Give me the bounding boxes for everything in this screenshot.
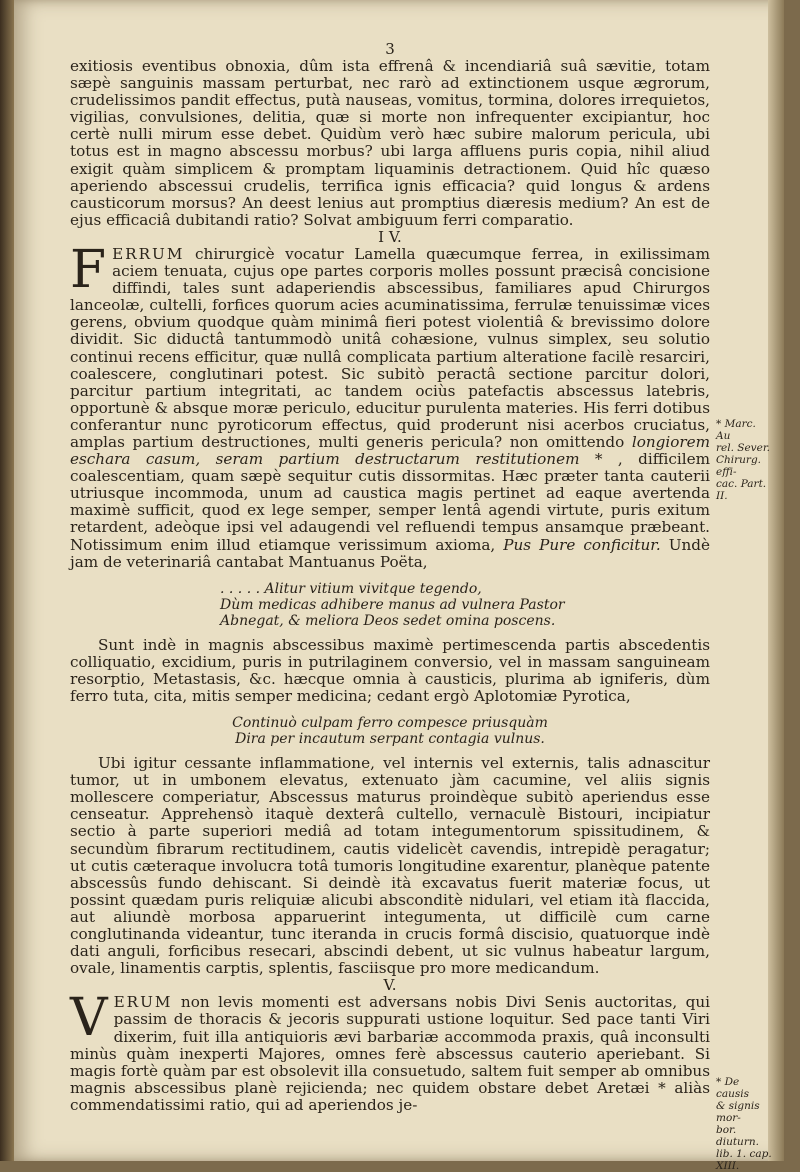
page-text-block bbox=[70, 42, 710, 1114]
verse-line: . . . . . Alitur vitium vivitque tegendo, bbox=[220, 580, 482, 597]
paragraph-2-axiom: Pus Pure conficitur. bbox=[503, 535, 661, 554]
margin-note-line: cac. Part. II. bbox=[716, 478, 767, 502]
paragraph-1: exitiosis eventibus obnoxia, dûm ista effrenâ & incendiariâ suâ sævitie, totam sæpè sanguinis massam perturbat, nec rarò ad extinctionem usque ægrorum, crudelissimos pandit effectus, putà nauseas, vomitus, tormina, dolores irrequietos, vigilias, convulsiones, delitia, quæ si morte non infrequenter excipiantur, hoc certè nulli mirum esse debet. Quidùm verò hæc subire malorum pericula, ubi totus est in magno abscessu morbus? ubi larga affluens puris copia, nihil aliud exigit quàm simplicem & promptam liquaminis detractionem. Quid hîc quæso aperiendo abscessui crudelis, terrifica ignis efficacia? quid longus & ardens causticorum morsus? An deest lenius aut promptius diæresis medium? An est de ejus efficaciâ dubitandi ratio? Solvat ambiguum ferri comparatio. bbox=[70, 57, 710, 229]
margin-note-line: * Marc. Au bbox=[716, 418, 756, 442]
paragraph-4: Ubi igitur cessante inflammatione, vel internis vel externis, talis adnascitur tumor, ut in umbonem elevatus, extenuato jàm cacumine, vel aliis signis mollescere comperiatur, Abscessus maturus proindèque subitò aperiendus esse censeatur. Apprehensò itaquè dexterâ cultello, vernaculè Bistouri, incipiatur sectio à parte superiori mediâ ad totam integumentorum spissitudinem, & secundùm fibrarum rectitudinem, cautis videlicèt cavendis, intrepidè peragatur; ut cutis cæteraque involucra totâ tumoris longitudine exarentur, planèque patente abscessûs fundo dehiscant. Si deindè ità excavatus fuerit materiæ focus, ut possint quædam puris reliquiæ alicubi absconditè nidulari, vel etiam ità flaccida, aut aliundè morbosa apparuerint integumenta, ut difficilè cum carne conglutinanda videantur, tunc iteranda in crucis formâ discisio, quatuorque indè dati anguli, forficibus resecari, abscindi debent, ut sic vulnus habeatur largum, ovale, linamentis carptis, splentis, fasciisque pro more medicandum. bbox=[70, 754, 710, 978]
section-heading-iv: I V. bbox=[378, 227, 402, 246]
paragraph-2-continuation: * , difficilem coalescentiam, quam sæpè sequitur cutis dissormitas. Hæc præter tanta cauterii utriusque incommoda, unum ad caustica magis pertinet ad eaque avertenda maximè sufficit, quod ex lege semper, semper lentâ agendi virtute, puris exitum retardent, adeòque ipsi vel adaugendi vel refluendi tempus ansamque præbeant. Notissimum enim illud etiamque verissimum axioma, bbox=[70, 450, 710, 554]
margin-note-line: rel. Sever. bbox=[716, 442, 771, 454]
margin-note-line: * De causis bbox=[716, 1076, 750, 1100]
verse-line: Continuò culpam ferro compesce priusquàm bbox=[232, 715, 548, 732]
margin-note-line: bor. diuturn. bbox=[716, 1124, 759, 1148]
page-right-edge bbox=[768, 0, 784, 1161]
paragraph-2-end: Undè jam de veterinariâ cantabat Mantuanus Poëta, bbox=[70, 535, 710, 571]
margin-note-1 bbox=[716, 418, 772, 502]
verse-quote-2 bbox=[70, 715, 710, 747]
paragraph-5-text: non levis momenti est adversans nobis Divi Senis auctoritas, qui passim de thoracis & jecoris suppurati ustione loquitur. Sed pace tanti Viri dixerim, fuit illa antiquioris ævi barbariæ accommoda praxis, quâ inconsulti minùs quàm inexperti Majores, omnes ferè abscessus cauterio aperiebant. Si magis fortè quàm par est obsolevit illa consuetudo, saltem fuit semper ab omnibus magnis abscessibus planè rejicienda; nec quidem obstare debet Aretæi * aliàs commendatissimi ratio, qui ad aperiendos je- bbox=[70, 993, 711, 1114]
drop-cap-f: F bbox=[70, 239, 107, 300]
book-spine-shadow bbox=[0, 0, 14, 1161]
verse-line: Abnegat, & meliora Deos sedet omina poscens. bbox=[220, 612, 556, 629]
margin-note-line: & signis mor- bbox=[716, 1100, 760, 1124]
paragraph-2-italic: longiorem eschara casum, seram partium destructarum restitutionem bbox=[70, 432, 710, 469]
paragraph-5-first-word: ERUM bbox=[113, 993, 173, 1012]
verse-quote-1 bbox=[220, 581, 710, 629]
margin-note-2 bbox=[716, 1076, 772, 1172]
margin-note-line: XIII. bbox=[716, 1160, 740, 1172]
margin-note-line: Chirurg. effi- bbox=[716, 454, 762, 478]
paragraph-2-text: chirurgicè vocatur Lamella quæcumque ferrea, in exilissimam aciem tenuata, cujus ope partes corporis molles possunt præcisâ concisione diffindi, tales sunt adaperiendis abscessibus, familiares apud Chirurgos lanceolæ, cultelli, forfices quorum acies acuminatissima, ferrulæ tenuissimæ vices gerens, obvium quodque quàm minimâ fieri potest violentiâ & brevissimo dolore dividit. Sic diductâ tantummodò unitâ cohæsione, vulnus simplex, seu solutio continui recens efficitur, quæ nullâ complicata partium alteratione facilè resarciri, coalescere, conglutinari potest. Sic subitò peractâ sectione parcitur dolori, parcitur partium integritati, ac tandem ociùs patefactis abscessus latebris, opportunè & absque moræ periculo, educitur purulenta materies. His ferri dotibus conferantur nunc pyroticorum effectus, quid proderunt nisi acerbos cruciatus, amplas partium destructiones, multi generis pericula? non omittendo bbox=[70, 244, 710, 451]
margin-note-line: lib. 1. cap. bbox=[716, 1148, 772, 1160]
drop-cap-v: V bbox=[70, 988, 108, 1049]
paragraph-3: Sunt indè in magnis abscessibus maximè pertimescenda partis abscedentis colliquatio, excidium, puris in putrilaginem conversio, vel in massam sanguineam resorptio, Metastasis, &c. hæcque omnia à causticis, plurima ab igniferis, dùm ferro tuta, cita, mitis semper medicina; cedant ergò Aplotomiæ Pyrotica, bbox=[70, 635, 710, 705]
paragraph-2-first-word: ERRUM bbox=[112, 244, 185, 263]
verse-line: Dùm medicas adhibere manus ad vulnera Pastor bbox=[220, 596, 565, 613]
paragraph-5 bbox=[70, 988, 711, 1114]
paragraph-2 bbox=[70, 239, 710, 571]
section-heading-v: V. bbox=[383, 976, 397, 995]
verse-line: Dira per incautum serpant contagia vulnus. bbox=[235, 731, 545, 748]
page-number: 3 bbox=[385, 40, 395, 58]
